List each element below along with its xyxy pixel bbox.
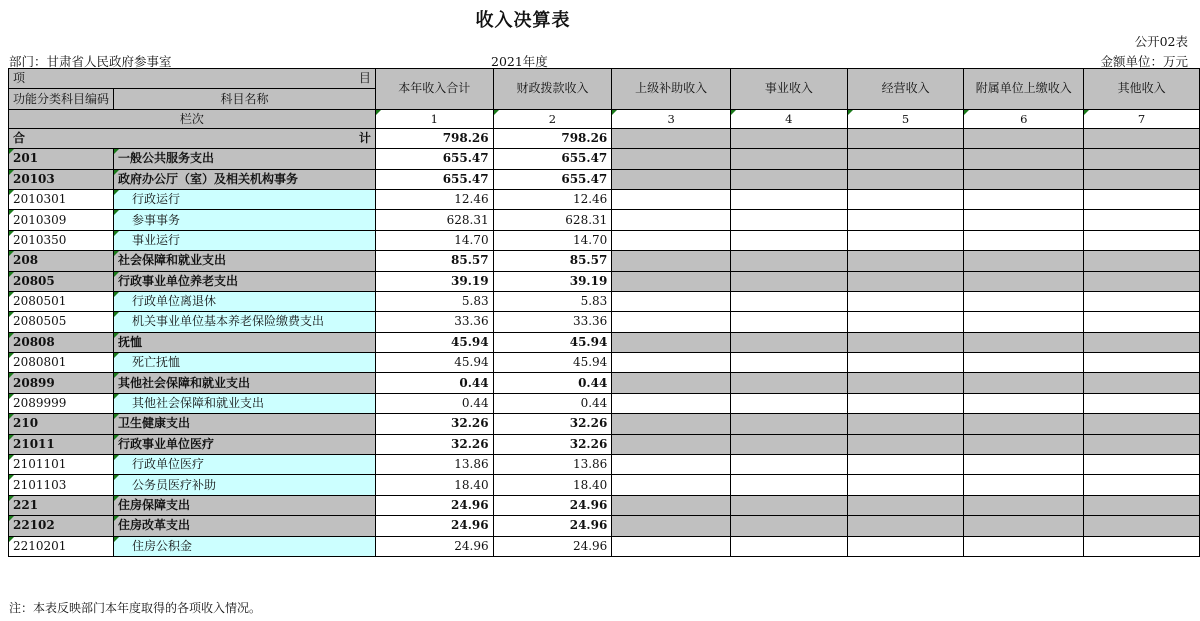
row-col6 (964, 373, 1084, 393)
row-col4 (730, 251, 847, 271)
row-col6 (964, 291, 1084, 311)
row-col4 (730, 434, 847, 454)
header-code-col: 功能分类科目编码 (9, 89, 114, 109)
row-code: 2010309 (9, 210, 114, 230)
row-name: 一般公共服务支出 (114, 149, 376, 169)
total-col1: 798.26 (375, 128, 493, 148)
row-code: 2080501 (9, 291, 114, 311)
row-col4 (730, 393, 847, 413)
table-row (9, 495, 1200, 515)
row-col3 (612, 495, 731, 515)
row-col3 (612, 353, 731, 373)
row-code: 20103 (9, 169, 114, 189)
row-col4 (730, 312, 847, 332)
header-col-6: 附属单位上缴收入 (964, 69, 1084, 110)
row-col2: 628.31 (493, 210, 612, 230)
department-label: 部门：甘肃省人民政府参事室 (9, 54, 172, 69)
row-col5 (847, 312, 964, 332)
table-row (9, 312, 1200, 332)
row-col7 (1084, 373, 1200, 393)
table-row (9, 291, 1200, 311)
row-col1: 33.36 (375, 312, 493, 332)
row-name: 社会保障和就业支出 (114, 251, 376, 271)
row-col1: 85.57 (375, 251, 493, 271)
table-row (9, 149, 1200, 169)
row-col4 (730, 475, 847, 495)
total-col5 (847, 128, 964, 148)
row-code: 2101103 (9, 475, 114, 495)
row-col5 (847, 291, 964, 311)
row-name: 卫生健康支出 (114, 414, 376, 434)
row-col5 (847, 455, 964, 475)
total-col6 (964, 128, 1084, 148)
row-col1: 628.31 (375, 210, 493, 230)
row-col4 (730, 373, 847, 393)
row-name: 住房保障支出 (114, 495, 376, 515)
row-col5 (847, 210, 964, 230)
row-col7 (1084, 475, 1200, 495)
row-col7 (1084, 189, 1200, 209)
header-xiang-mu (9, 69, 376, 89)
row-name: 其他社会保障和就业支出 (114, 373, 376, 393)
row-col4 (730, 536, 847, 556)
row-col6 (964, 495, 1084, 515)
row-col3 (612, 251, 731, 271)
row-col7 (1084, 353, 1200, 373)
row-col7 (1084, 169, 1200, 189)
row-name: 政府办公厅（室）及相关机构事务 (114, 169, 376, 189)
row-col1: 24.96 (375, 536, 493, 556)
row-col4 (730, 169, 847, 189)
row-col2: 655.47 (493, 169, 612, 189)
row-col2: 24.96 (493, 536, 612, 556)
table-row (9, 353, 1200, 373)
row-col4 (730, 332, 847, 352)
row-col7 (1084, 312, 1200, 332)
row-col2: 18.40 (493, 475, 612, 495)
table-row (9, 210, 1200, 230)
row-col7 (1084, 495, 1200, 515)
report-title: 收入决算表 (475, 10, 571, 31)
row-name: 公务员医疗补助 (114, 475, 376, 495)
row-col5 (847, 434, 964, 454)
row-code: 210 (9, 414, 114, 434)
row-col1: 32.26 (375, 434, 493, 454)
row-col3 (612, 536, 731, 556)
header-xiang: 项 (13, 71, 26, 86)
row-col5 (847, 189, 964, 209)
row-name: 抚恤 (114, 332, 376, 352)
row-col5 (847, 495, 964, 515)
row-col1: 0.44 (375, 393, 493, 413)
row-code: 20805 (9, 271, 114, 291)
row-col3 (612, 455, 731, 475)
total-col7 (1084, 128, 1200, 148)
header-mu: 目 (358, 71, 371, 86)
table-row (9, 475, 1200, 495)
row-col2: 24.96 (493, 495, 612, 515)
row-col4 (730, 495, 847, 515)
row-col2: 14.70 (493, 230, 612, 250)
row-col3 (612, 516, 731, 536)
row-col1: 45.94 (375, 332, 493, 352)
table-row (9, 271, 1200, 291)
header-name-col: 科目名称 (114, 89, 376, 109)
row-col6 (964, 169, 1084, 189)
row-col5 (847, 230, 964, 250)
row-col1: 24.96 (375, 516, 493, 536)
row-col5 (847, 169, 964, 189)
row-col4 (730, 516, 847, 536)
row-col1: 655.47 (375, 149, 493, 169)
row-code: 2101101 (9, 455, 114, 475)
total-col2: 798.26 (493, 128, 612, 148)
row-col2: 32.26 (493, 414, 612, 434)
row-col7 (1084, 516, 1200, 536)
row-col7 (1084, 251, 1200, 271)
total-col3 (612, 128, 731, 148)
row-col7 (1084, 149, 1200, 169)
row-col7 (1084, 271, 1200, 291)
row-code: 2210201 (9, 536, 114, 556)
row-col2: 85.57 (493, 251, 612, 271)
row-col5 (847, 251, 964, 271)
row-col1: 24.96 (375, 495, 493, 515)
row-name: 其他社会保障和就业支出 (114, 393, 376, 413)
row-col5 (847, 536, 964, 556)
row-col2: 39.19 (493, 271, 612, 291)
row-col6 (964, 434, 1084, 454)
total-col4 (730, 128, 847, 148)
row-code: 20808 (9, 332, 114, 352)
row-col4 (730, 189, 847, 209)
row-col2: 32.26 (493, 434, 612, 454)
row-col3 (612, 291, 731, 311)
row-col7 (1084, 230, 1200, 250)
row-col3 (612, 434, 731, 454)
row-col3 (612, 149, 731, 169)
row-col1: 18.40 (375, 475, 493, 495)
row-col5 (847, 414, 964, 434)
row-col4 (730, 455, 847, 475)
row-col5 (847, 516, 964, 536)
row-col5 (847, 271, 964, 291)
table-row (9, 251, 1200, 271)
row-col6 (964, 251, 1084, 271)
row-col2: 45.94 (493, 353, 612, 373)
seq-7: 7 (1084, 109, 1200, 128)
table-row (9, 332, 1200, 352)
row-col3 (612, 189, 731, 209)
table-row (9, 434, 1200, 454)
row-col2: 655.47 (493, 149, 612, 169)
row-col2: 5.83 (493, 291, 612, 311)
row-col6 (964, 475, 1084, 495)
row-name: 行政单位离退休 (114, 291, 376, 311)
row-col2: 0.44 (493, 393, 612, 413)
row-col3 (612, 271, 731, 291)
table-row (9, 516, 1200, 536)
header-col-2: 财政拨款收入 (493, 69, 612, 110)
row-col7 (1084, 393, 1200, 413)
row-col5 (847, 393, 964, 413)
table-row (9, 230, 1200, 250)
row-col2: 45.94 (493, 332, 612, 352)
row-col6 (964, 189, 1084, 209)
table-row (9, 373, 1200, 393)
header-col-7: 其他收入 (1084, 69, 1200, 110)
row-col1: 5.83 (375, 291, 493, 311)
table-row (9, 455, 1200, 475)
row-code: 21011 (9, 434, 114, 454)
row-col1: 14.70 (375, 230, 493, 250)
seq-6: 6 (964, 109, 1084, 128)
row-name: 住房公积金 (114, 536, 376, 556)
row-col1: 32.26 (375, 414, 493, 434)
row-col4 (730, 271, 847, 291)
row-code: 22102 (9, 516, 114, 536)
row-name: 行政运行 (114, 189, 376, 209)
form-code: 公开02表 (1134, 34, 1188, 49)
row-col3 (612, 210, 731, 230)
row-col5 (847, 149, 964, 169)
row-code: 2080505 (9, 312, 114, 332)
header-lanci: 栏次 (9, 109, 376, 128)
row-col5 (847, 475, 964, 495)
row-name: 参事事务 (114, 210, 376, 230)
row-col1: 0.44 (375, 373, 493, 393)
table-row (9, 393, 1200, 413)
row-col7 (1084, 434, 1200, 454)
income-table (8, 68, 1200, 557)
row-name: 行政事业单位医疗 (114, 434, 376, 454)
row-col6 (964, 332, 1084, 352)
row-col6 (964, 393, 1084, 413)
footnote: 注：本表反映部门本年度取得的各项收入情况。 (9, 601, 262, 615)
seq-1: 1 (375, 109, 493, 128)
row-code: 201 (9, 149, 114, 169)
row-name: 机关事业单位基本养老保险缴费支出 (114, 312, 376, 332)
row-col3 (612, 312, 731, 332)
row-name: 行政单位医疗 (114, 455, 376, 475)
header-col-3: 上级补助收入 (612, 69, 731, 110)
row-code: 2010301 (9, 189, 114, 209)
row-col6 (964, 312, 1084, 332)
total-label: 合 计 (9, 128, 376, 148)
row-code: 208 (9, 251, 114, 271)
table-row (9, 169, 1200, 189)
row-col3 (612, 332, 731, 352)
row-name: 住房改革支出 (114, 516, 376, 536)
row-col3 (612, 393, 731, 413)
row-code: 2089999 (9, 393, 114, 413)
row-code: 20899 (9, 373, 114, 393)
row-col3 (612, 414, 731, 434)
header-col-5: 经营收入 (847, 69, 964, 110)
row-col7 (1084, 536, 1200, 556)
table-row (9, 414, 1200, 434)
row-col6 (964, 536, 1084, 556)
row-col1: 655.47 (375, 169, 493, 189)
row-col6 (964, 271, 1084, 291)
row-col4 (730, 230, 847, 250)
seq-5: 5 (847, 109, 964, 128)
row-col6 (964, 414, 1084, 434)
row-col2: 12.46 (493, 189, 612, 209)
row-col6 (964, 516, 1084, 536)
row-col5 (847, 353, 964, 373)
table-row (9, 536, 1200, 556)
row-col6 (964, 210, 1084, 230)
row-col3 (612, 230, 731, 250)
row-col4 (730, 149, 847, 169)
row-col4 (730, 353, 847, 373)
row-col7 (1084, 455, 1200, 475)
row-col3 (612, 169, 731, 189)
row-col3 (612, 373, 731, 393)
row-col4 (730, 414, 847, 434)
row-col1: 45.94 (375, 353, 493, 373)
header-col-1: 本年收入合计 (375, 69, 493, 110)
row-name: 行政事业单位养老支出 (114, 271, 376, 291)
seq-4: 4 (730, 109, 847, 128)
row-col2: 0.44 (493, 373, 612, 393)
row-col7 (1084, 291, 1200, 311)
row-col6 (964, 230, 1084, 250)
row-col6 (964, 353, 1084, 373)
table-row (9, 189, 1200, 209)
seq-2: 2 (493, 109, 612, 128)
row-col1: 39.19 (375, 271, 493, 291)
row-col2: 24.96 (493, 516, 612, 536)
header-col-4: 事业收入 (730, 69, 847, 110)
fiscal-year: 2021年度 (491, 54, 548, 69)
row-col7 (1084, 414, 1200, 434)
row-col1: 12.46 (375, 189, 493, 209)
row-code: 2010350 (9, 230, 114, 250)
row-col7 (1084, 210, 1200, 230)
row-name: 事业运行 (114, 230, 376, 250)
row-col5 (847, 332, 964, 352)
row-col6 (964, 455, 1084, 475)
row-col1: 13.86 (375, 455, 493, 475)
row-col4 (730, 291, 847, 311)
row-col2: 13.86 (493, 455, 612, 475)
row-col5 (847, 373, 964, 393)
seq-3: 3 (612, 109, 731, 128)
row-col6 (964, 149, 1084, 169)
row-col7 (1084, 332, 1200, 352)
row-col3 (612, 475, 731, 495)
row-code: 2080801 (9, 353, 114, 373)
amount-unit: 金额单位：万元 (1100, 54, 1188, 69)
row-col4 (730, 210, 847, 230)
row-col2: 33.36 (493, 312, 612, 332)
row-name: 死亡抚恤 (114, 353, 376, 373)
row-code: 221 (9, 495, 114, 515)
